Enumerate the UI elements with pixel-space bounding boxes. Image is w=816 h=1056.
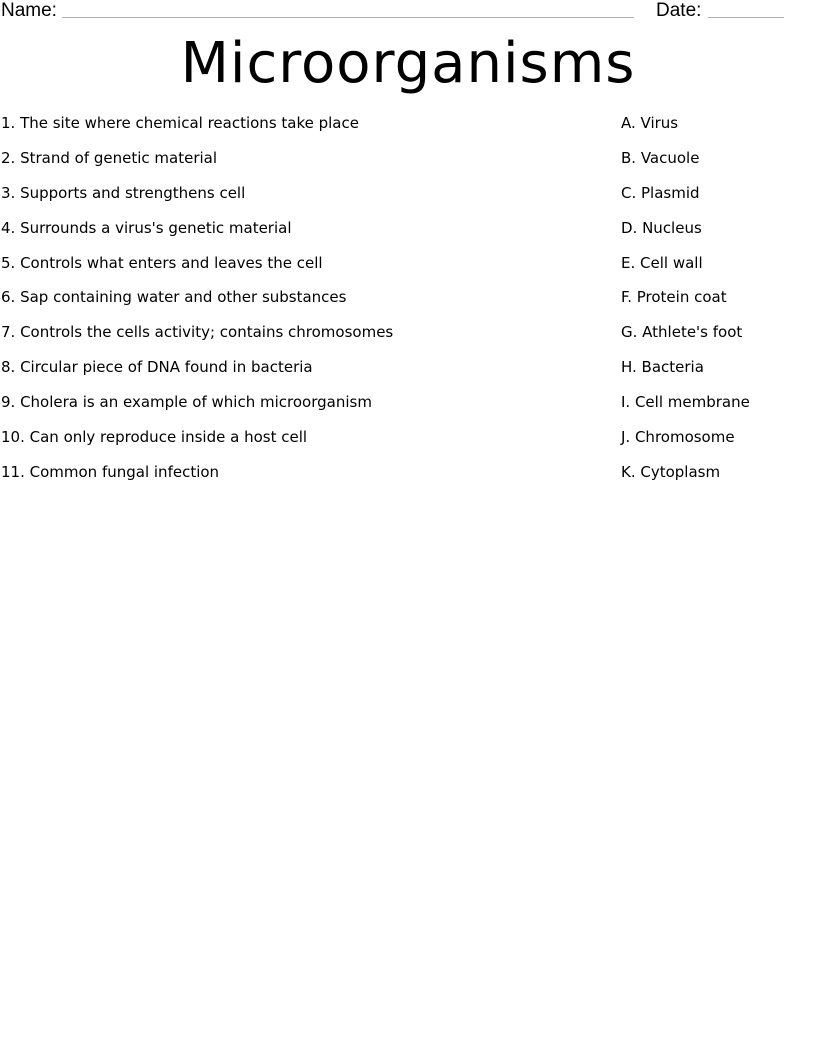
clue-text: 10. Can only reproduce inside a host cell bbox=[1, 428, 308, 447]
matching-row bbox=[0, 357, 816, 392]
name-field-line[interactable] bbox=[62, 17, 634, 18]
answer-option: E. Cell wall bbox=[621, 253, 703, 272]
matching-list bbox=[0, 113, 816, 497]
matching-row bbox=[0, 322, 816, 357]
clue-text: 1. The site where chemical reactions take place bbox=[1, 114, 359, 132]
clue-text: 9. Cholera is an example of which microorganism bbox=[1, 393, 372, 412]
page-title: Microorganisms bbox=[180, 31, 636, 96]
matching-row bbox=[0, 287, 816, 322]
clue-text: 11. Common fungal infection bbox=[1, 462, 220, 481]
answer-option: G. Athlete's foot bbox=[621, 323, 743, 342]
matching-row bbox=[0, 183, 816, 218]
clue-text: 2. Strand of genetic material bbox=[1, 148, 218, 167]
clue-text: 8. Circular piece of DNA found in bacteria bbox=[1, 358, 313, 377]
answer-option: F. Protein coat bbox=[621, 288, 727, 307]
matching-row bbox=[0, 113, 816, 148]
matching-row bbox=[0, 253, 816, 288]
date-field-line[interactable] bbox=[708, 17, 784, 18]
matching-row bbox=[0, 427, 816, 462]
name-label: Name: bbox=[1, 0, 57, 21]
answer-option: K. Cytoplasm bbox=[621, 462, 721, 481]
answer-option: H. Bacteria bbox=[621, 358, 704, 377]
answer-option: A. Virus bbox=[621, 114, 679, 132]
matching-row bbox=[0, 392, 816, 427]
clue-text: 5. Controls what enters and leaves the cell bbox=[1, 253, 323, 272]
answer-option: D. Nucleus bbox=[621, 218, 702, 237]
clue-text: 6. Sap containing water and other substances bbox=[1, 288, 347, 307]
answer-option: J. Chromosome bbox=[621, 428, 735, 447]
clue-text: 4. Surrounds a virus's genetic material bbox=[1, 218, 292, 237]
answer-option: C. Plasmid bbox=[621, 183, 700, 202]
worksheet-header bbox=[0, 0, 816, 24]
matching-row bbox=[0, 218, 816, 253]
answer-option: B. Vacuole bbox=[621, 148, 700, 167]
clue-text: 3. Supports and strengthens cell bbox=[1, 183, 246, 202]
matching-row bbox=[0, 462, 816, 497]
date-label: Date: bbox=[656, 0, 702, 21]
matching-row bbox=[0, 148, 816, 183]
clue-text: 7. Controls the cells activity; contains chromosomes bbox=[1, 323, 394, 342]
answer-option: I. Cell membrane bbox=[621, 393, 750, 412]
